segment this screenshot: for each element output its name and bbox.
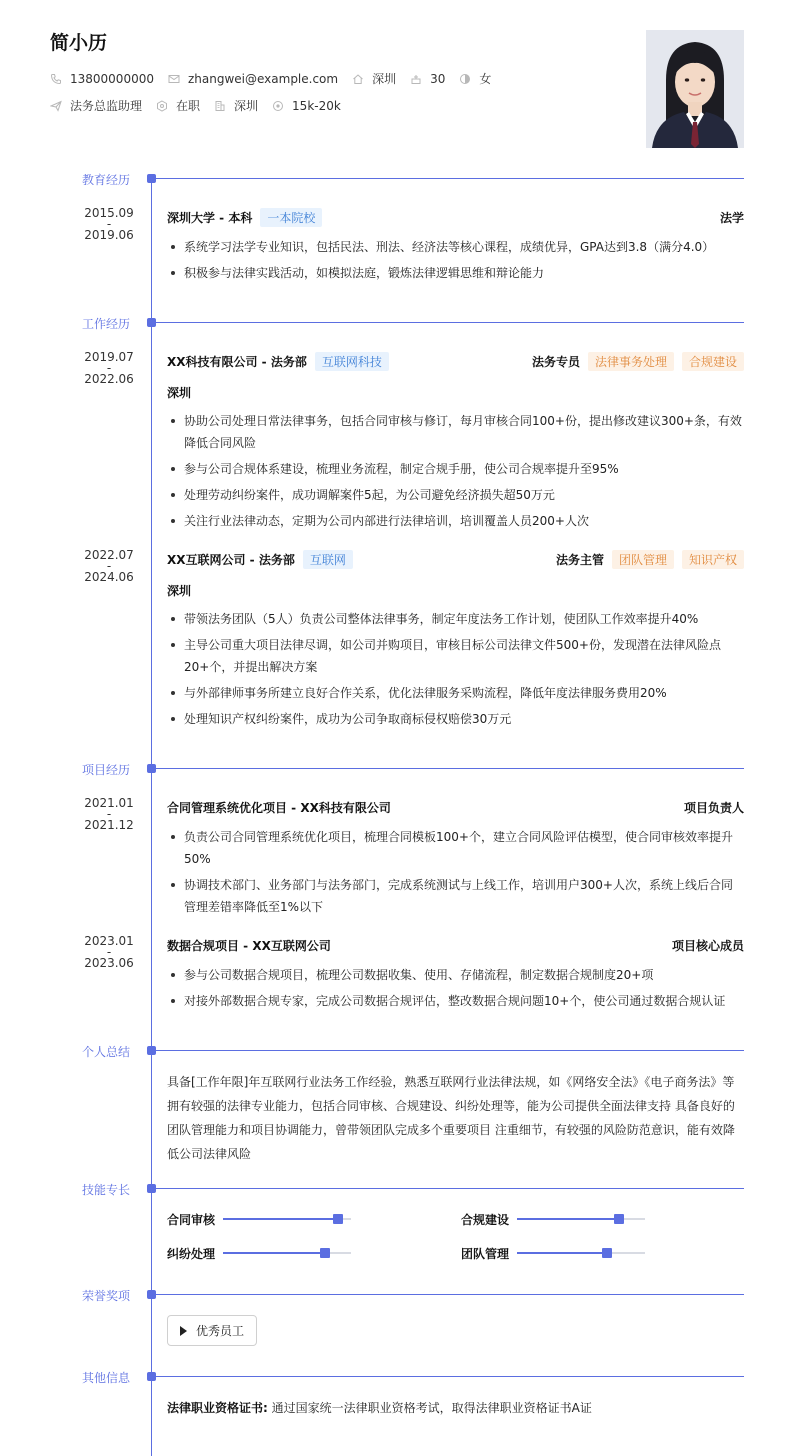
project-entry-header xyxy=(167,798,744,816)
work-city: 深圳 xyxy=(167,386,192,400)
section-divider xyxy=(156,1294,744,1295)
skill-tag: 法律事务处理 xyxy=(588,352,674,371)
date-start: 2022.07 xyxy=(84,548,134,562)
date-start: 2021.01 xyxy=(84,796,134,810)
industry-tag: 互联网 xyxy=(303,550,353,569)
school-name: 深圳大学 - 本科 xyxy=(167,210,253,225)
section-marker xyxy=(147,1372,156,1381)
skill-bar-fill xyxy=(223,1252,325,1254)
date-range: 2022.07 - 2024.06 xyxy=(84,548,134,584)
date-start: 2015.09 xyxy=(84,206,134,220)
date-range: 2021.01 - 2021.12 xyxy=(84,796,134,832)
section-marker xyxy=(147,1290,156,1299)
skill-item xyxy=(167,1246,351,1260)
gender-value: 女 xyxy=(479,72,492,86)
section-divider xyxy=(156,322,744,323)
status-value: 在职 xyxy=(176,99,201,113)
salary-icon xyxy=(272,100,284,112)
list-item: 对接外部数据合规专家，完成公司数据合规评估，整改数据合规问题10+个，使公司通过数据合规认证 xyxy=(167,990,744,1012)
section-marker xyxy=(147,1184,156,1193)
list-item: 主导公司重大项目法律尽调，如公司并购项目，审核目标公司法律文件500+份，发现潜在法律风险点20+个，并提出解决方案 xyxy=(167,634,744,678)
section-title-awards: 荣誉奖项 xyxy=(82,1289,131,1303)
list-item: 带领法务团队（5人）负责公司整体法律事务，制定年度法务工作计划，使团队工作效率提升40% xyxy=(167,608,744,630)
certificate-label: 法律职业资格证书: xyxy=(167,1401,268,1415)
skill-bar-knob xyxy=(614,1214,624,1224)
date-end: 2019.06 xyxy=(84,228,134,242)
certificate-text: 通过国家统一法律职业资格考试，取得法律职业资格证书A证 xyxy=(271,1401,592,1415)
job-role: 法务主管 xyxy=(555,552,604,567)
list-item: 与外部律师事务所建立良好合作关系，优化法律服务采购流程，降低年度法律服务费用20% xyxy=(167,682,744,704)
salary-info xyxy=(272,99,341,113)
list-item: 处理劳动纠纷案件，成功调解案件5起，为公司避免经济损失超50万元 xyxy=(167,484,744,506)
date-start: 2023.01 xyxy=(84,934,134,948)
section-title-education: 教育经历 xyxy=(82,173,131,187)
section-divider xyxy=(156,768,744,769)
work-bullets xyxy=(167,410,744,536)
project-role: 项目负责人 xyxy=(683,800,744,815)
award-item[interactable] xyxy=(167,1315,257,1346)
list-item: 积极参与法律实践活动，如模拟法庭，锻炼法律逻辑思维和辩论能力 xyxy=(167,262,744,284)
date-range: 2019.07 - 2022.06 xyxy=(84,350,134,386)
list-item: 处理知识产权纠纷案件，成功为公司争取商标侵权赔偿30万元 xyxy=(167,708,744,730)
target-city-info xyxy=(214,97,258,114)
list-item: 参与公司数据合规项目，梳理公司数据收集、使用、存储流程，制定数据合规制度20+项 xyxy=(167,964,744,986)
skill-bar xyxy=(223,1252,351,1254)
other-info xyxy=(167,1399,592,1416)
email-info xyxy=(168,72,338,86)
email-value: zhangwei@example.com xyxy=(187,71,339,86)
project-name: 合同管理系统优化项目 - XX科技有限公司 xyxy=(167,800,391,815)
skill-bar xyxy=(517,1218,645,1220)
project-bullets xyxy=(167,826,744,922)
major: 法学 xyxy=(719,210,744,225)
project-entry-header xyxy=(167,936,744,954)
list-item: 协助公司处理日常法律事务，包括合同审核与修订，每月审核合同100+份，提出修改建议300+条，有效降低合同风险 xyxy=(167,410,744,454)
company-name: XX科技有限公司 - 法务部 xyxy=(167,354,307,369)
personal-summary: 具备[工作年限]年互联网行业法务工作经验，熟悉互联网行业法律法规，如《网络安全法》《电子商务法》等拥有较强的法律专业能力，包括合同审核、合规建设、纠纷处理等，能为公司提供全面法律支持 具备良好的团队管理能力和项目协调能力，曾带领团队完成多个重要项目 注重细节，有较强的风险防范意识，能有效降低公司法律风险 xyxy=(167,1075,735,1161)
skill-bar-knob xyxy=(320,1248,330,1258)
work-bullets xyxy=(167,608,744,734)
gender-icon xyxy=(459,73,471,85)
skill-bar xyxy=(517,1252,645,1254)
work-city: 深圳 xyxy=(167,584,192,598)
age-value: 30 xyxy=(430,71,446,86)
skill-item xyxy=(461,1212,645,1226)
send-icon xyxy=(50,100,62,112)
timeline-line xyxy=(151,178,152,1456)
phone-info xyxy=(50,72,154,86)
project-name: 数据合规项目 - XX互联网公司 xyxy=(167,938,331,953)
play-icon xyxy=(180,1326,187,1336)
job-intent-row xyxy=(50,97,355,114)
contact-row xyxy=(50,70,505,87)
skill-bar-fill xyxy=(517,1218,619,1220)
target-city-value: 深圳 xyxy=(234,99,259,113)
list-item: 协调技术部门、业务部门与法务部门，完成系统测试与上线工作，培训用户300+人次，系统上线后合同管理差错率降低至1%以下 xyxy=(167,874,744,918)
skill-name: 合规建设 xyxy=(461,1212,510,1227)
date-range: 2023.01 - 2023.06 xyxy=(84,934,134,970)
date-end: 2021.12 xyxy=(84,818,134,832)
home-city-info xyxy=(352,70,396,87)
list-item: 参与公司合规体系建设，梳理业务流程，制定合规手册，使公司合规率提升至95% xyxy=(167,458,744,480)
section-divider xyxy=(156,178,744,179)
phone-icon xyxy=(50,73,62,85)
home-icon xyxy=(352,73,364,85)
gender-info xyxy=(459,70,491,87)
section-title-skills: 技能专长 xyxy=(82,1183,131,1197)
skill-name: 合同审核 xyxy=(167,1212,216,1227)
skill-tag: 合规建设 xyxy=(682,352,744,371)
skill-bar xyxy=(223,1218,351,1220)
project-bullets xyxy=(167,964,744,1016)
section-marker xyxy=(147,318,156,327)
project-role: 项目核心成员 xyxy=(671,938,744,953)
date-end: 2023.06 xyxy=(84,956,134,970)
phone-value: 13800000000 xyxy=(70,71,154,86)
work-entry-header xyxy=(167,550,744,568)
list-item: 系统学习法学专业知识，包括民法、刑法、经济法等核心课程，成绩优异，GPA达到3.8（满分4.0） xyxy=(167,236,744,258)
company-name: XX互联网公司 - 法务部 xyxy=(167,552,295,567)
age-info xyxy=(410,72,445,86)
skill-name: 纠纷处理 xyxy=(167,1246,216,1261)
section-title-work: 工作经历 xyxy=(82,317,131,331)
skill-bar-knob xyxy=(602,1248,612,1258)
target-position-info xyxy=(50,97,142,114)
list-item: 负责公司合同管理系统优化项目，梳理合同模板100+个，建立合同风险评估模型，使合同审核效率提升50% xyxy=(167,826,744,870)
status-icon xyxy=(156,100,168,112)
date-range: 2015.09 - 2019.06 xyxy=(84,206,134,242)
date-end: 2024.06 xyxy=(84,570,134,584)
section-marker xyxy=(147,1046,156,1055)
school-tag: 一本院校 xyxy=(260,208,322,227)
home-city-value: 深圳 xyxy=(372,72,397,86)
resume-name: 简小历 xyxy=(50,32,108,54)
skill-name: 团队管理 xyxy=(461,1246,510,1261)
section-divider xyxy=(156,1188,744,1189)
section-marker xyxy=(147,174,156,183)
list-item: 关注行业法律动态，定期为公司内部进行法律培训，培训覆盖人员200+人次 xyxy=(167,510,744,532)
target-position-value: 法务总监助理 xyxy=(70,99,143,113)
education-entry-header xyxy=(167,208,744,226)
skill-tag: 知识产权 xyxy=(682,550,744,569)
skill-tag: 团队管理 xyxy=(612,550,674,569)
work-entry-header xyxy=(167,352,744,370)
age-icon xyxy=(410,73,422,85)
building-icon xyxy=(214,100,226,112)
section-divider xyxy=(156,1376,744,1377)
section-title-summary: 个人总结 xyxy=(82,1045,131,1059)
skill-item xyxy=(167,1212,351,1226)
section-marker xyxy=(147,764,156,773)
status-info xyxy=(156,97,200,114)
mail-icon xyxy=(168,73,180,85)
skill-bar-fill xyxy=(517,1252,607,1254)
skill-bar-fill xyxy=(223,1218,338,1220)
section-divider xyxy=(156,1050,744,1051)
section-title-project: 项目经历 xyxy=(82,763,131,777)
skill-item xyxy=(461,1246,645,1260)
education-bullets xyxy=(167,236,744,288)
skill-bar-knob xyxy=(333,1214,343,1224)
industry-tag: 互联网科技 xyxy=(315,352,389,371)
salary-value: 15k-20k xyxy=(292,98,341,113)
date-end: 2022.06 xyxy=(84,372,134,386)
job-role: 法务专员 xyxy=(531,354,580,369)
profile-photo xyxy=(646,30,744,148)
date-start: 2019.07 xyxy=(84,350,134,364)
section-title-other: 其他信息 xyxy=(82,1371,131,1385)
award-label: 优秀员工 xyxy=(196,1324,245,1338)
